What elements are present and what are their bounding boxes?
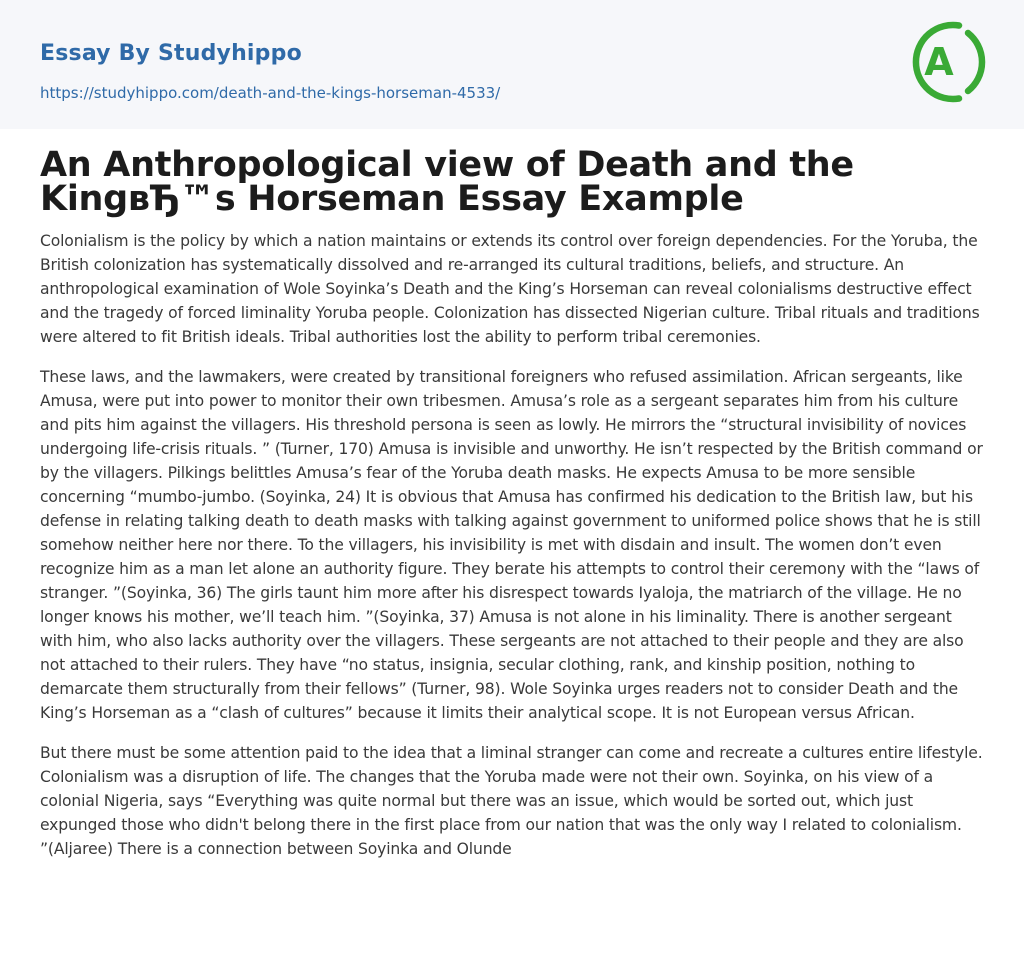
- page-title: An Anthropological view of Death and the KingвЂ™s Horseman Essay Example: [40, 145, 854, 219]
- studyhippo-logo-icon[interactable]: [912, 19, 986, 105]
- logo-letter: A: [924, 40, 954, 84]
- site-header: [0, 0, 1024, 129]
- article: [0, 129, 1024, 861]
- article-paragraph: These laws, and the lawmakers, were created by transitional foreigners who refused assimilation. African sergeants, like Amusa, were put into power to monitor their own tribesmen. Amusa’s role as a sergeant separates him from his culture and pits him against the villagers. His threshold persona is seen as lowly. He mirrors the “structural invisibility of novices undergoing life-crisis rituals. ” (Turner, 170) Amusa is invisible and unworthy. He isn’t respected by the British command or by the villagers. Pilkings belittles Amusa’s fear of the Yoruba death masks. He expects Amusa to be more sensible concerning “mumbo-jumbo. (Soyinka, 24) It is obvious that Amusa has confirmed his dedication to the British law, but his defense in relating talking death to death masks with talking against government to uniformed police shows that he is still somehow neither here nor there. To the villagers, his invisibility is met with disdain and insult. The women don’t even recognize him as a man let alone an authority figure. They berate his attempts to control their ceremony with the “laws of stranger. ”(Soyinka, 36) The girls taunt him more after his disrespect towards Iyaloja, the matriarch of the village. He no longer knows his mother, we’ll teach him. ”(Soyinka, 37) Amusa is not alone in his liminality. There is another sergeant with him, who also lacks authority over the villagers. These sergeants are not attached to their people and they are also not attached to their rulers. They have “no status, insignia, secular clothing, rank, and kinship position, nothing to demarcate them structurally from their fellows” (Turner, 98). Wole Soyinka urges readers not to consider Death and the King’s Horseman as a “clash of cultures” because it limits their analytical scope. It is not European versus African.: [40, 368, 983, 722]
- article-paragraph: But there must be some attention paid to the idea that a liminal stranger can come and recreate a cultures entire lifestyle. Colonialism was a disruption of life. The changes that the Yoruba made were not their own. Soyinka, on his view of a colonial Nigeria, says “Everything was quite normal but there was an issue, which would be sorted out, which just expunged those who didn't belong there in the first place from our nation that was the only way I related to colonialism. ”(Aljaree) There is a connection between Soyinka and Olunde: [40, 744, 983, 858]
- site-title[interactable]: Essay By Studyhippo: [40, 41, 302, 66]
- article-paragraph: Colonialism is the policy by which a nation maintains or extends its control over foreign dependencies. For the Yoruba, the British colonization has systematically dissolved and re-arranged its cultural traditions, beliefs, and structure. An anthropological examination of Wole Soyinka’s Death and the King’s Horseman can reveal colonialisms destructive effect and the tragedy of forced liminality Yoruba people. Colonization has dissected Nigerian culture. Tribal rituals and traditions were altered to fit British ideals. Tribal authorities lost the ability to perform tribal ceremonies.: [40, 232, 980, 346]
- source-url-link[interactable]: https://studyhippo.com/death-and-the-kings-horseman-4533/: [40, 84, 501, 102]
